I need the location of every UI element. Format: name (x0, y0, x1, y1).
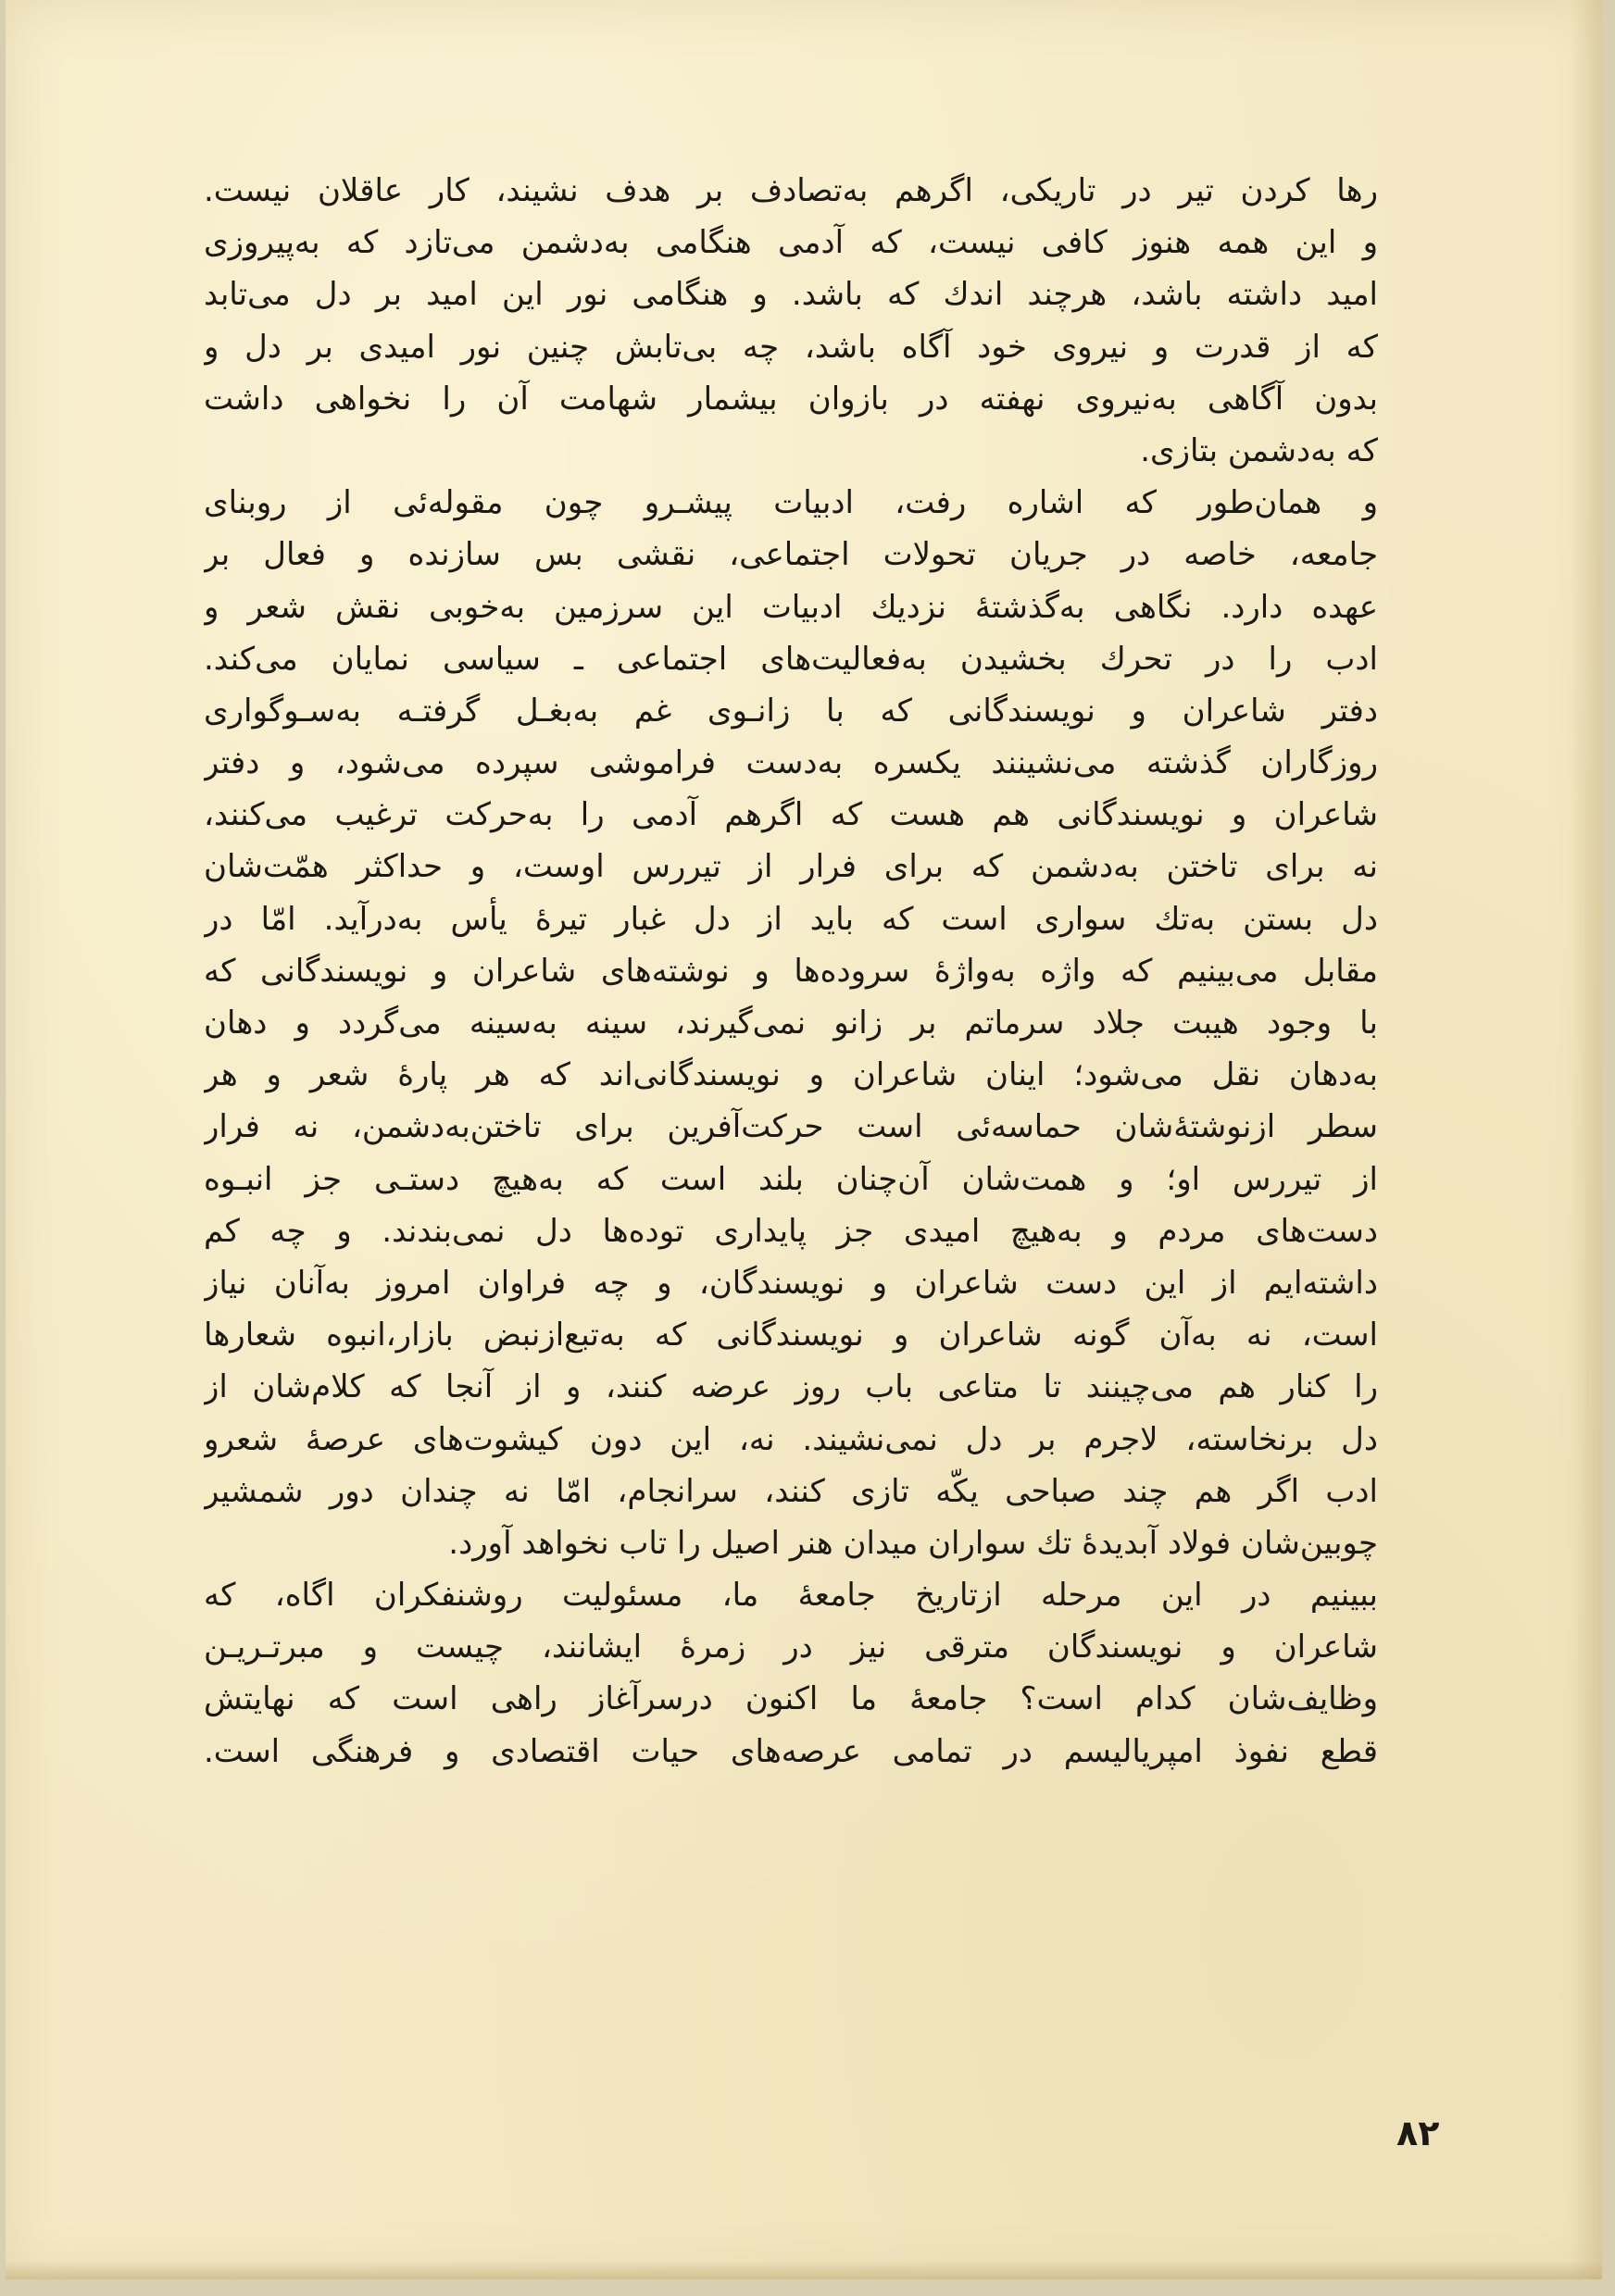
text-line: وظایف‌شان کدام است؟ جامعهٔ ما اکنون درسرآغاز راهی است که نهایتش (204, 1680, 1378, 1718)
text-line: رها کردن تیر در تاریکی، اگرهم به‌تصادف بر هدف نشیند، کار عاقلان نیست. (204, 172, 1378, 209)
text-line: بدون آگاهی به‌نیروی نهفته در بازوان بیشمار شهامت آن را نخواهی داشت (204, 380, 1378, 418)
text-line: از تیررس او؛ و همت‌شان آن‌چنان بلند است که به‌هیچ دستـی جز انبـوه (204, 1160, 1378, 1198)
text-line: دل بستن به‌تك سواری است که باید از دل غبار تیرهٔ یأس به‌درآید. امّا در (204, 900, 1378, 938)
body-text (204, 165, 1378, 1778)
text-line: امید داشته باشد، هرچند اندك که باشد. و هنگامی نور این امید بر دل می‌تابد (204, 276, 1378, 314)
text-line: جامعه، خاصه در جریان تحولات اجتماعی، نقشی بس سازنده و فعال بر (204, 536, 1378, 574)
text-line: داشته‌ایم از این دست شاعران و نویسندگان، و چه فراوان امروز به‌آنان نیاز (204, 1264, 1378, 1302)
text-line: شاعران و نویسندگان مترقی نیز در زمرهٔ ایشانند، چیست و مبرتـریـن (204, 1628, 1378, 1666)
text-line: قطع نفوذ امپریالیسم در تمامی عرصه‌های حیات اقتصادی و فرهنگی است. (204, 1732, 1378, 1770)
text-line: دفتر شاعران و نویسندگانی که با زانـوی غم به‌بغـل گرفتـه به‌سـوگواری (204, 692, 1378, 730)
text-line: شاعران و نویسندگانی هم هست که اگرهم آدمی را به‌حرکت ترغیب می‌کنند، (204, 796, 1378, 834)
text-line: با وجود هیبت جلاد سرماتم بر زانو نمی‌گیرند، سینه به‌سینه می‌گردد و دهان (204, 1004, 1378, 1042)
text-line: سطر ازنوشتهٔ‌شان حماسه‌ئی است حرکت‌آفرین برای تاختن‌به‌دشمن، نه فرار (204, 1108, 1378, 1146)
text-line: روزگاران گذشته می‌نشینند یکسره به‌دست فراموشی سپرده می‌شود، و دفتر (204, 744, 1378, 782)
page-number: ۸۲ (1396, 2113, 1440, 2153)
text-line: و این همه هنوز کافی نیست، که آدمی هنگامی به‌دشمن می‌تازد که به‌پیروزی (204, 224, 1378, 262)
page-edge-shadow (1571, 0, 1602, 2279)
text-line: چوبین‌شان فولاد آبدیدهٔ تك سواران میدان هنر اصیل را تاب نخواهد آورد. (448, 1524, 1378, 1562)
text-line: عهده دارد. نگاهی به‌گذشتهٔ نزدیك ادبیات این سرزمین به‌خوبی نقش شعر و (204, 588, 1378, 626)
text-line: ادب را در تحرك بخشیدن به‌فعالیت‌های اجتماعی ـ سیاسی نمایان می‌کند. (204, 640, 1378, 678)
text-line: دل برنخاسته، لاجرم بر دل نمی‌نشیند. نه، این دون کیشوت‌های عرصهٔ شعرو (204, 1420, 1378, 1458)
text-line: دست‌های مردم و به‌هیچ امیدی جز پایداری توده‌ها دل نمی‌بندند. و چه کم (204, 1212, 1378, 1250)
text-line: که به‌دشمن بتازی. (1140, 431, 1378, 469)
text-line: نه برای تاختن به‌دشمن که برای فرار از تیررس اوست، و حداکثر همّت‌شان (204, 848, 1378, 886)
text-line: است، نه به‌آن گونه شاعران و نویسندگانی که به‌تبع‌ازنبض بازار،انبوه شعارها (204, 1316, 1378, 1354)
text-line: ادب اگر هم چند صباحی یکّه تازی کنند، سرانجام، امّا نه چندان دور شمشیر (204, 1472, 1378, 1510)
text-line: ببینیم در این مرحله ازتاریخ جامعهٔ ما، مسئولیت روشنفکران اگاه، که (204, 1577, 1378, 1615)
text-line: را کنار هم می‌چینند تا متاعی باب روز عرضه کنند، و از آنجا که کلام‌شان از (204, 1368, 1378, 1406)
text-line: مقابل می‌بینیم که واژه به‌واژهٔ سروده‌ها و نوشته‌های شاعران و نویسندگانی که (204, 952, 1378, 990)
text-line: که از قدرت و نیروی خود آگاه باشد، چه بی‌تابش چنین نور امیدی بر دل و (204, 328, 1378, 366)
page-edge-shadow-bottom (6, 2261, 1602, 2279)
text-line: و همان‌طور که اشاره رفت، ادبیات پیشـرو چون مقوله‌ئی از روبنای (204, 484, 1378, 522)
text-line: به‌دهان نقل می‌شود؛ اینان شاعران و نویسندگانی‌اند که هر پارهٔ شعر و هر (204, 1056, 1378, 1094)
